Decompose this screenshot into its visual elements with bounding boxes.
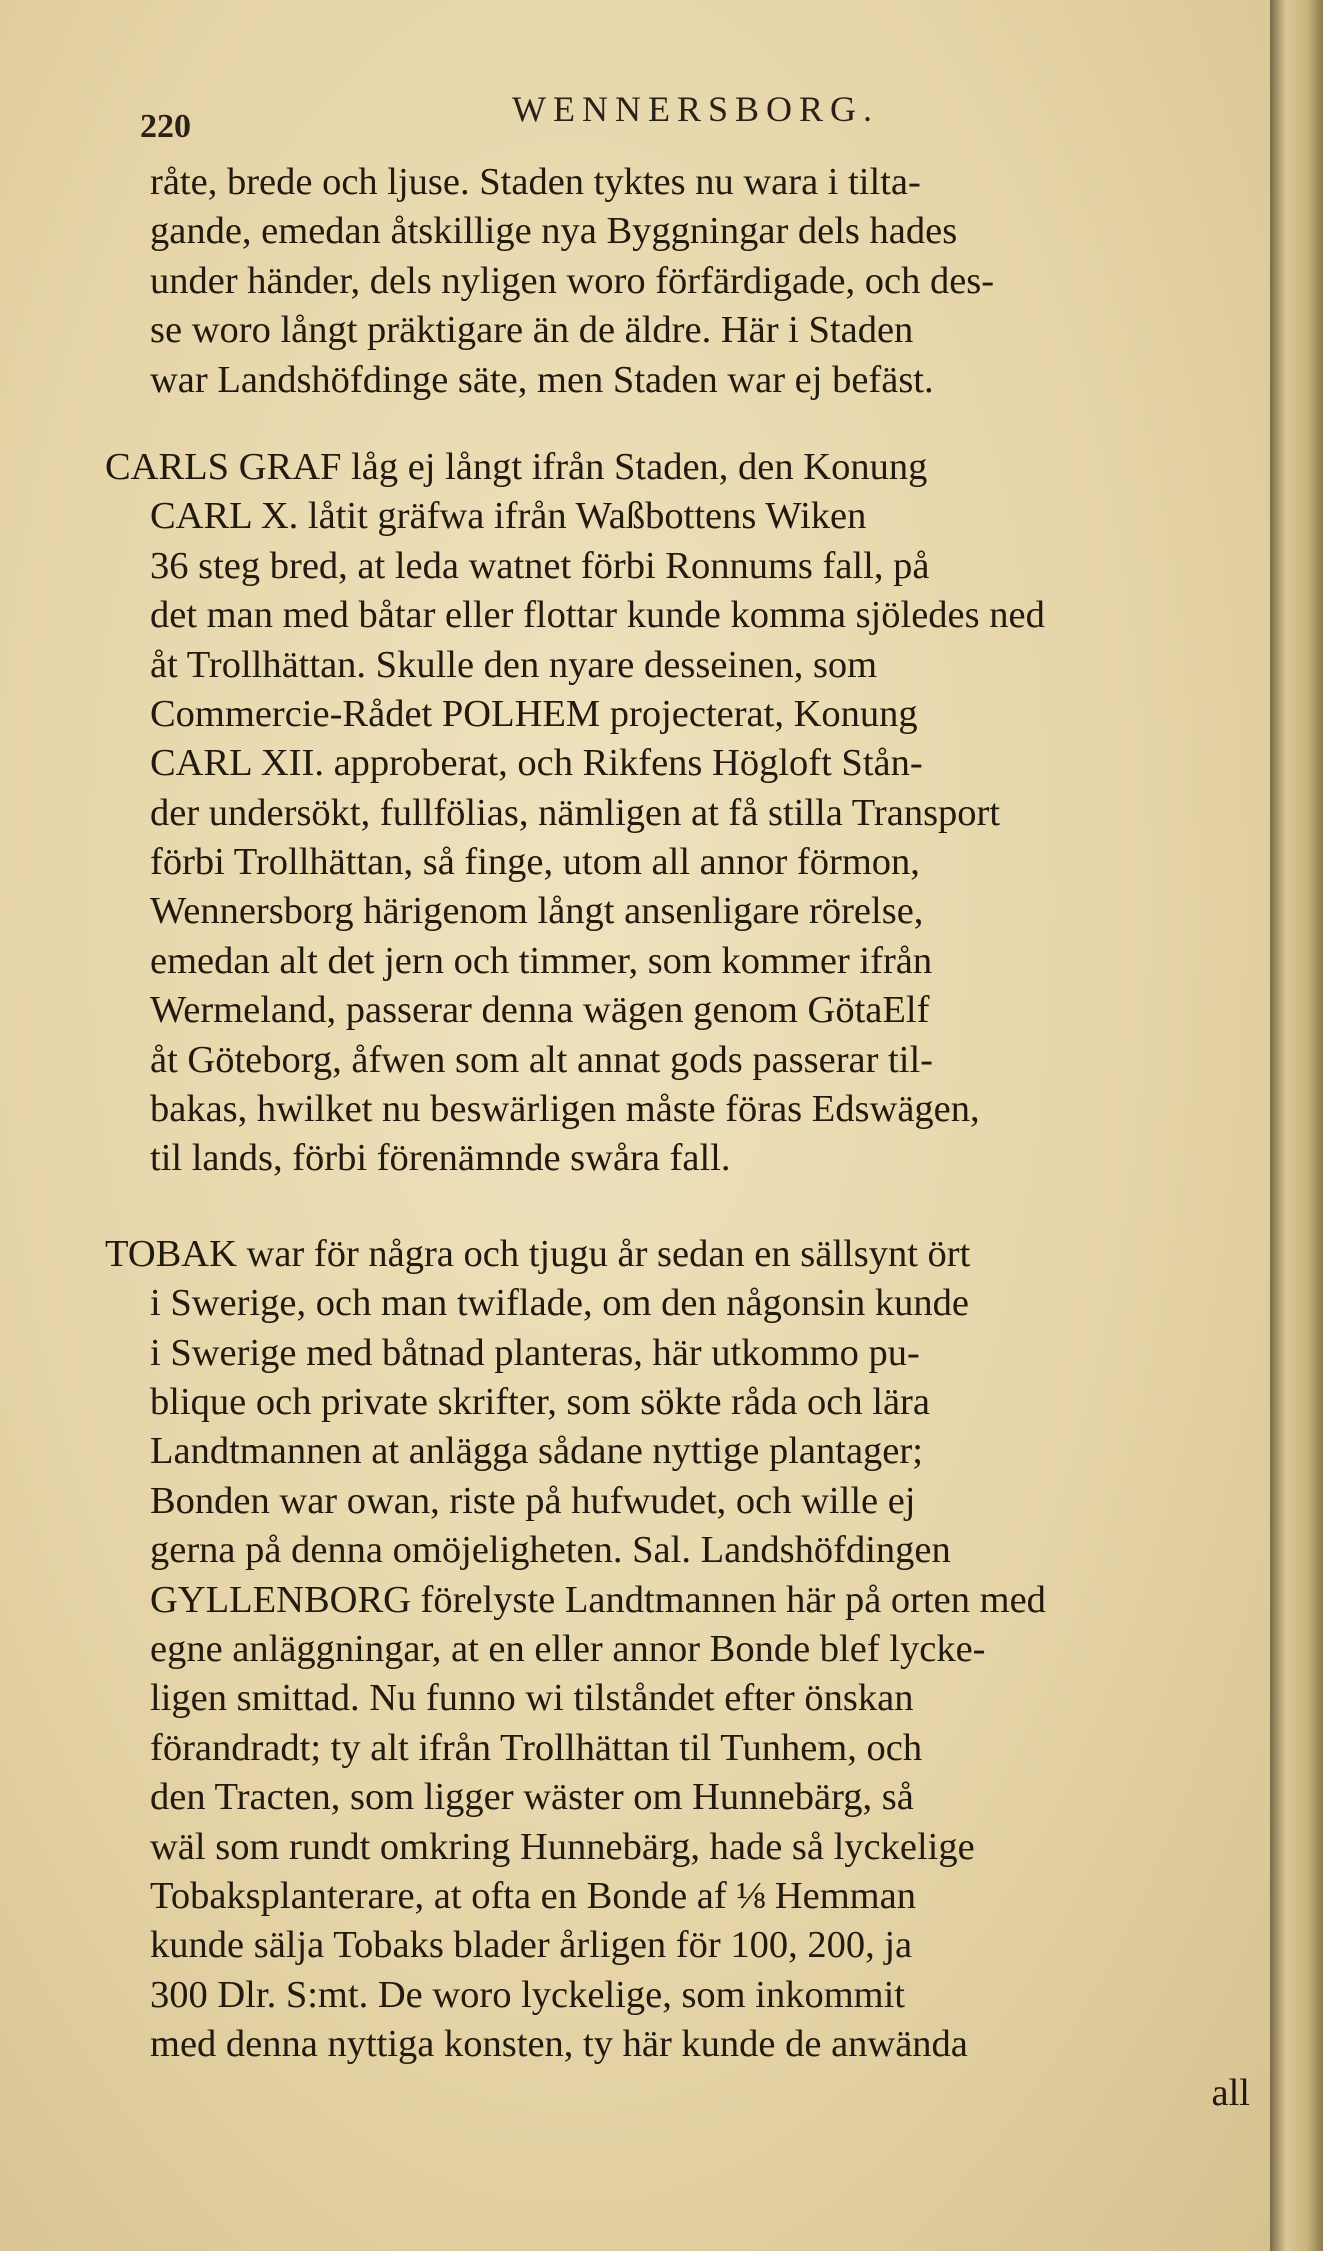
text-line: kunde sälja Tobaks blader årligen för 100, 200, ja bbox=[150, 1924, 913, 1967]
paragraph-carls-graf bbox=[105, 443, 1260, 1184]
page-body bbox=[105, 158, 1260, 2119]
catchword: all bbox=[1211, 2072, 1250, 2115]
text-line: egne anläggningar, at en eller annor Bonde blef lycke- bbox=[150, 1627, 986, 1670]
text-line: Wennersborg härigenom långt ansenligare rörelse, bbox=[150, 890, 924, 933]
text-line: TOBAK war för några och tjugu år sedan en sällsynt ört bbox=[105, 1232, 971, 1275]
text-line: råte, brede och ljuse. Staden tyktes nu wara i tilta- bbox=[150, 161, 921, 203]
text-line: 300 Dlr. S:mt. De woro lyckelige, som inkommit bbox=[150, 1973, 905, 2016]
text-line: åt Göteborg, åfwen som alt annat gods passerar til- bbox=[150, 1038, 933, 1081]
text-line: war Landshöfdinge säte, men Staden war ej befäst. bbox=[150, 358, 934, 401]
text-line: GYLLENBORG förelyste Landtmannen här på orten med bbox=[150, 1578, 1046, 1621]
page-number: 220 bbox=[140, 108, 191, 145]
text-line: CARL XII. approberat, och Rikfens Högloft Stån- bbox=[150, 742, 923, 785]
text-line: Commercie-Rådet POLHEM projecterat, Konung bbox=[150, 692, 918, 735]
text-line: Wermeland, passerar denna wägen genom GötaElf bbox=[150, 989, 930, 1032]
text-line: under händer, dels nyligen woro förfärdigade, och des- bbox=[150, 259, 995, 302]
text-line: i Swerige, och man twiflade, om den någonsin kunde bbox=[150, 1282, 970, 1325]
text-line: åt Trollhättan. Skulle den nyare desseinen, som bbox=[150, 643, 878, 686]
text-line: Bonden war owan, riste på hufwudet, och wille ej bbox=[150, 1479, 916, 1522]
text-line: Landtmannen at anlägga sådane nyttige plantager; bbox=[150, 1430, 923, 1473]
book-gutter bbox=[1270, 0, 1323, 2251]
text-line: bakas, hwilket nu beswärligen måste föras Edswägen, bbox=[150, 1088, 980, 1131]
paragraph-tobak bbox=[105, 1230, 1260, 2070]
text-line: med denna nyttiga konsten, ty här kunde de anwända bbox=[150, 2023, 968, 2066]
paragraph-staden bbox=[150, 158, 1260, 405]
running-head: WENNERSBORG. bbox=[512, 89, 880, 129]
text-line: i Swerige med båtnad planteras, här utkommo pu- bbox=[150, 1331, 920, 1374]
text-line: den Tracten, som ligger wäster om Hunnebärg, så bbox=[150, 1776, 914, 1819]
text-line: wäl som rundt omkring Hunnebärg, hade så lyckelige bbox=[150, 1825, 975, 1868]
text-line: se woro långt präktigare än de äldre. Här i Staden bbox=[150, 309, 914, 352]
text-line: det man med båtar eller flottar kunde komma sjöledes ned bbox=[150, 594, 1045, 637]
text-line: blique och private skrifter, som sökte råda och lära bbox=[150, 1380, 930, 1423]
text-line: förbi Trollhättan, så finge, utom all annor förmon, bbox=[150, 841, 920, 884]
text-line: emedan alt det jern och timmer, som kommer ifrån bbox=[150, 939, 933, 982]
text-line: förandradt; ty alt ifrån Trollhättan til Tunhem, och bbox=[150, 1726, 923, 1769]
text-line: CARLS GRAF låg ej långt ifrån Staden, den Konung bbox=[105, 445, 928, 488]
text-line: 36 steg bred, at leda watnet förbi Ronnums fall, på bbox=[150, 544, 930, 587]
text-line: til lands, förbi förenämnde swåra fall. bbox=[150, 1137, 731, 1180]
text-line: CARL X. låtit gräfwa ifrån Waßbottens Wiken bbox=[150, 495, 867, 538]
text-line: ligen smittad. Nu funno wi tilståndet efter önskan bbox=[150, 1677, 914, 1720]
text-line: Tobaksplanterare, at ofta en Bonde af ⅛ Hemman bbox=[150, 1874, 916, 1917]
page-header bbox=[140, 78, 1240, 145]
text-line: der undersökt, fullfölias, nämligen at få stilla Transport bbox=[150, 791, 1001, 834]
text-line: gerna på denna omöjeligheten. Sal. Landshöfdingen bbox=[150, 1529, 951, 1572]
text-line: gande, emedan åtskillige nya Byggningar dels hades bbox=[150, 210, 958, 253]
